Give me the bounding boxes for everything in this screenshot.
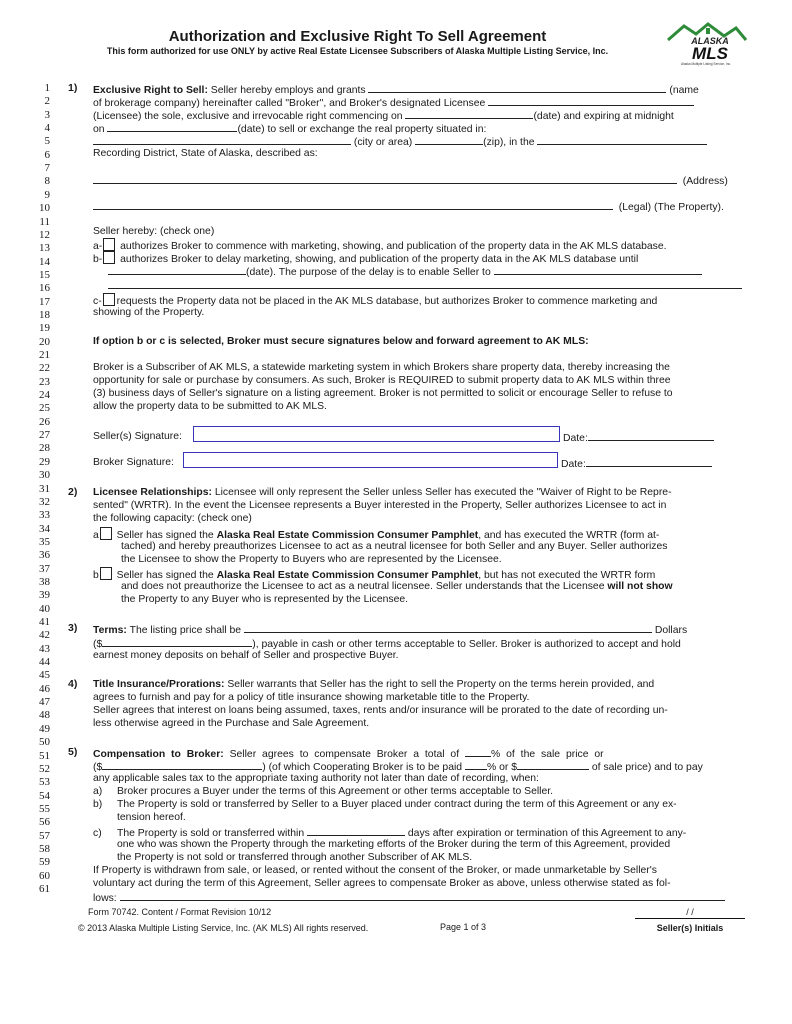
- line-number: 51: [39, 749, 50, 762]
- s5-l50-text: Seller agrees to compensate Broker a total of: [229, 749, 460, 760]
- line-number: 58: [39, 842, 50, 855]
- line-number: 46: [39, 682, 50, 695]
- listing-price-amount-field[interactable]: [102, 636, 252, 647]
- zip-field[interactable]: [415, 134, 483, 145]
- line-number: 37: [39, 562, 50, 575]
- s5-line-60: voluntary act during the term of this Agreement, Seller agrees to compensate Broker as above, unless otherwise stated as fol-: [93, 878, 671, 889]
- line-number: 3: [44, 108, 50, 121]
- s3-line-43: earnest money deposits on behalf of Seller and prospective Buyer.: [93, 650, 399, 661]
- broker-date-field[interactable]: [586, 456, 712, 467]
- line-number: 38: [39, 575, 50, 588]
- s4-line-48: less otherwise agreed in the Purchase and Sale Agreement.: [93, 718, 370, 729]
- line-number: 60: [39, 869, 50, 882]
- s5-a-text: Broker procures a Buyer under the terms of this Agreement or other terms acceptable to Seller.: [117, 786, 554, 797]
- s4-line-45: [93, 678, 654, 691]
- recording-district-field[interactable]: [537, 134, 707, 145]
- section-1-number: 1): [68, 82, 78, 94]
- page-number: Page 1 of 3: [440, 922, 487, 932]
- s1-l3-end: (date) and expiring at midnight: [533, 111, 674, 122]
- line-number: 53: [39, 776, 50, 789]
- line-number: 55: [39, 802, 50, 815]
- s1-line-8: [93, 173, 728, 188]
- s5-item-a: [93, 785, 553, 798]
- option-a-label: a-: [93, 241, 103, 252]
- ak-mls-logo: [662, 22, 748, 66]
- line-number: 49: [39, 722, 50, 735]
- s1-l4-text: on: [93, 124, 105, 135]
- line-number: 8: [44, 175, 50, 188]
- line-number: 32: [39, 495, 50, 508]
- address-field[interactable]: [93, 173, 677, 184]
- seller-signature-field[interactable]: [193, 426, 560, 442]
- s5-line-61: [93, 890, 725, 905]
- s1-line-6: Recording District, State of Alaska, described as:: [93, 148, 318, 159]
- s2-option-b-label: b: [93, 570, 99, 581]
- line-number: 16: [39, 282, 50, 295]
- line-number: 59: [39, 856, 50, 869]
- s1-l5-city: (city or area): [353, 137, 413, 148]
- option-b-label: b-: [93, 254, 103, 265]
- s5-a-label: a): [93, 786, 103, 797]
- s4-l45-text: Seller warrants that Seller has the right to sell the Property on the terms herein provided, and: [227, 679, 655, 690]
- broker-date-row: [561, 456, 712, 471]
- option-a-text: authorizes Broker to commence with marketing, showing, and publication of the property data in the AK MLS database.: [120, 241, 667, 252]
- s1-para-line-25: allow the property data to be submitted to AK MLS.: [93, 401, 327, 412]
- s5-b-text: The Property is sold or transferred by Seller to a Buyer placed under contract during the term of this Agreement or any ex-: [117, 799, 677, 810]
- line-number: 12: [39, 228, 50, 241]
- s5-line-55: tension hereof.: [117, 812, 186, 823]
- coop-amount-field[interactable]: [517, 759, 589, 770]
- s5-line-57: one who was shown the Property through the marketing efforts of the Broker during the term of this Agreement, provided: [117, 839, 671, 850]
- brokerage-name-field[interactable]: [368, 82, 666, 93]
- s5-heading: Compensation to Broker:: [93, 749, 224, 760]
- line-number: 47: [39, 696, 50, 709]
- s1-l1-text: Seller hereby employs and grants: [210, 85, 366, 96]
- s2-b-text-2: , but has not executed the WRTR form: [478, 570, 656, 581]
- otherwise-stated-field[interactable]: [120, 890, 725, 901]
- logo-tagline: Alaska Multiple Listing Service, Inc.: [681, 62, 731, 66]
- s5-l50-end: % of the sale price or: [491, 749, 604, 760]
- form-revision: Form 70742. Content / Format Revision 10/12: [88, 907, 272, 917]
- s2-will-not-show: will not show: [607, 581, 673, 592]
- line-number: 30: [39, 469, 50, 482]
- s3-l42-text: ), payable in cash or other terms acceptable to Seller. Broker is authorized to accept and hold: [252, 639, 681, 650]
- s2-line-36: the Licensee to show the Property to Buyers who are represented by the Licensee.: [121, 554, 502, 565]
- broker-date-label: Date:: [561, 459, 586, 470]
- line-number: 1: [44, 82, 50, 94]
- line-number: 56: [39, 816, 50, 829]
- line-number: 61: [39, 883, 50, 895]
- s1-para-line-24: (3) business days of Seller's signature on a listing agreement. Broker is not permitted to solicit or encourage Seller to refuse to: [93, 388, 673, 399]
- broker-signature-label: Broker Signature:: [93, 457, 174, 468]
- line-number: 5: [44, 135, 50, 148]
- seller-signature-label: Seller(s) Signature:: [93, 431, 182, 442]
- line-number: 52: [39, 762, 50, 775]
- line-number: 42: [39, 629, 50, 642]
- line-number: 45: [39, 669, 50, 682]
- s2-a-text-2: , and has executed the WRTR (form at-: [478, 530, 660, 541]
- line-number: 29: [39, 455, 50, 468]
- s3-l42-start: ($: [93, 639, 103, 650]
- line-number: 41: [39, 616, 50, 628]
- line-number: 28: [39, 442, 50, 455]
- line-number: 6: [44, 148, 50, 161]
- seller-initials-label: Seller(s) Initials: [656, 923, 724, 933]
- option-b-line-3: [108, 278, 742, 293]
- s1-l2-text: of brokerage company) hereinafter called "Broker", and Broker's designated Licensee: [93, 98, 486, 109]
- s5-l51-or: % or $: [486, 762, 518, 773]
- s3-heading: Terms:: [93, 625, 127, 636]
- s4-line-47: Seller agrees that interest on loans being assumed, taxes, rents and/or insurance will be prorated to the date of recording un-: [93, 705, 668, 716]
- s1-line-10: [93, 199, 724, 214]
- s1-l3-text: (Licensee) the sole, exclusive and irrevocable right commencing on: [93, 111, 403, 122]
- section-3-number: 3): [68, 622, 78, 634]
- commission-amount-field[interactable]: [102, 759, 262, 770]
- s2-option-a-label: a: [93, 530, 99, 541]
- legal-label: (Legal) (The Property).: [618, 202, 724, 213]
- commencing-date-field[interactable]: [405, 108, 533, 119]
- listing-price-words-field[interactable]: [244, 622, 652, 633]
- line-number: 17: [39, 295, 50, 308]
- line-number: 2: [44, 95, 50, 108]
- line-number: 22: [39, 362, 50, 375]
- s4-heading: Title Insurance/Prorations:: [93, 679, 225, 690]
- s1-line-12: Seller hereby: (check one): [93, 226, 215, 237]
- s5-l51-start: ($: [93, 762, 103, 773]
- s5-line-58: the Property is not sold or transferred through another Subscriber of AK MLS.: [117, 852, 473, 863]
- city-area-field[interactable]: [93, 134, 351, 145]
- s2-b-pamphlet: Alaska Real Estate Commission Consumer Pamphlet: [216, 570, 479, 581]
- s1-para-line-22: Broker is a Subscriber of AK MLS, a statewide marketing system in which Brokers share property data, thereby increasing the: [93, 362, 670, 373]
- section-4-number: 4): [68, 678, 78, 690]
- s5-line-59: If Property is withdrawn from sale, or leased, or rented without the consent of the Broker, or made unmarketable by Seller's: [93, 865, 657, 876]
- line-number: 44: [39, 656, 50, 669]
- s2-b-text-1: Seller has signed the: [116, 570, 214, 581]
- s2-a-pamphlet: Alaska Real Estate Commission Consumer Pamphlet: [216, 530, 479, 541]
- line-number: 36: [39, 549, 50, 562]
- s5-c-label: c): [93, 828, 102, 839]
- s2-line-32: sented" (WRTR). In the event the Licensee represents a Buyer interested in the Property, Seller authorizes Licensee to act in: [93, 500, 667, 511]
- s5-line-52: any applicable sales tax to the appropriate taxing authority not later than date of recording, when:: [93, 773, 539, 784]
- licensee-name-field[interactable]: [488, 95, 694, 106]
- days-after-field[interactable]: [307, 825, 405, 836]
- option-c-line-2: showing of the Property.: [93, 307, 205, 318]
- option-b-text: authorizes Broker to delay marketing, showing, and publication of the property data in the AK MLS database until: [120, 254, 639, 265]
- seller-initials-field[interactable]: / /: [635, 907, 745, 919]
- line-number: 40: [39, 602, 50, 615]
- s3-l41-text: The listing price shall be: [129, 625, 242, 636]
- line-number: 43: [39, 642, 50, 655]
- coop-percent-field[interactable]: [465, 759, 487, 770]
- option-c-checkbox[interactable]: [103, 293, 115, 306]
- expiring-date-field[interactable]: [107, 121, 237, 132]
- line-number: 33: [39, 509, 50, 522]
- s2-line-31: [93, 486, 672, 499]
- option-b-l2-text: (date). The purpose of the delay is to enable Seller to: [246, 267, 491, 278]
- line-number: 7: [44, 162, 50, 175]
- line-number: 20: [39, 335, 50, 348]
- s3-l41-end: Dollars: [654, 625, 688, 636]
- s2-l31-text: Licensee will only represent the Seller unless Seller has executed the "Waiver of Right to be Repre-: [214, 487, 672, 498]
- section-5-number: 5): [68, 746, 78, 758]
- line-number: 23: [39, 375, 50, 388]
- s1-l4-end: (date) to sell or exchange the real property situated in:: [237, 124, 487, 135]
- line-number: 57: [39, 829, 50, 842]
- line-number: 19: [39, 322, 50, 335]
- line-number: 11: [39, 215, 50, 228]
- s1-l5-zip: (zip), in the: [483, 137, 535, 148]
- s2-heading: Licensee Relationships:: [93, 487, 212, 498]
- s2-line-33: the following capacity: (check one): [93, 513, 252, 524]
- line-number: 26: [39, 415, 50, 428]
- line-number: 14: [39, 255, 50, 268]
- line-number: 35: [39, 535, 50, 548]
- line-number: 4: [44, 122, 50, 135]
- line-number: 13: [39, 242, 50, 255]
- option-c-label: c-: [93, 296, 102, 307]
- line-number: 54: [39, 789, 50, 802]
- s5-c-end: days after expiration or termination of this Agreement to any-: [407, 828, 687, 839]
- s4-line-46: agrees to furnish and pay for a policy of title insurance showing marketable title to the Property.: [93, 692, 530, 703]
- option-b-line-2: [108, 264, 702, 279]
- line-number: 27: [39, 429, 50, 442]
- line-number: 39: [39, 589, 50, 602]
- delay-date-field[interactable]: [108, 264, 246, 275]
- s5-item-b: [93, 798, 677, 811]
- s3-line-41: [93, 622, 687, 637]
- line-number: 34: [39, 522, 50, 535]
- line-number: 9: [44, 188, 50, 201]
- section-2-number: 2): [68, 486, 78, 498]
- s5-c-text: The Property is sold or transferred within: [117, 828, 305, 839]
- line-number: 15: [39, 268, 50, 281]
- option-bc-note: If option b or c is selected, Broker must secure signatures below and forward agreement to AK MLS:: [93, 336, 589, 347]
- address-label: (Address): [682, 176, 728, 187]
- s2-line-35: tached) and hereby preauthorizes Licensee to act as a neutral licensee for both Seller and any Buyer. Seller authorizes: [121, 541, 668, 552]
- s1-heading: Exclusive Right to Sell:: [93, 85, 208, 96]
- s5-b-label: b): [93, 799, 103, 810]
- line-number: 31: [39, 482, 50, 495]
- line-number: 25: [39, 402, 50, 415]
- s1-l1-end: (name: [669, 85, 699, 96]
- s2-a-text-1: Seller has signed the: [116, 530, 214, 541]
- s2-line-39: the Property to any Buyer who is represented by the Licensee.: [121, 594, 409, 605]
- s2-option-a-checkbox[interactable]: [100, 527, 112, 540]
- option-a-checkbox[interactable]: [103, 238, 115, 251]
- option-b-checkbox[interactable]: [103, 251, 115, 264]
- logo-text-top: ALASKA: [691, 36, 729, 46]
- delay-purpose-field-2[interactable]: [108, 278, 742, 289]
- delay-purpose-field[interactable]: [494, 264, 702, 275]
- line-number: 24: [39, 389, 50, 402]
- house-roof-icon: [662, 22, 748, 66]
- legal-description-field[interactable]: [93, 199, 613, 210]
- seller-date-row: [563, 430, 714, 445]
- s5-l61-text: lows:: [93, 893, 117, 904]
- commission-percent-field[interactable]: [465, 746, 491, 757]
- seller-date-field[interactable]: [588, 430, 714, 441]
- s5-l51-end: of sale price) and to pay: [591, 762, 703, 773]
- s1-para-line-23: opportunity for sale or purchase by consumers. As such, Broker is REQUIRED to submit property data to AK MLS within three: [93, 375, 671, 386]
- line-number: 21: [39, 349, 50, 361]
- line-number: 10: [39, 202, 50, 215]
- s5-l51-text: ) (of which Cooperating Broker is to be paid: [262, 762, 463, 773]
- logo-text-mls: MLS: [692, 44, 728, 63]
- document-title: Authorization and Exclusive Right To Sell Agreement: [168, 28, 547, 45]
- s2-option-b-checkbox[interactable]: [100, 567, 112, 580]
- line-number: 18: [39, 308, 50, 321]
- s2-line-38: [121, 580, 673, 593]
- option-c-text: requests the Property data not be placed in the AK MLS database, but authorizes Broker to commence marketing and: [116, 296, 658, 307]
- line-number: 48: [39, 709, 50, 722]
- line-number: 50: [39, 736, 50, 749]
- broker-signature-field[interactable]: [183, 452, 558, 468]
- document-subtitle: This form authorized for use ONLY by active Real Estate Licensee Subscribers of Alaska Multiple Listing Service, Inc.: [106, 46, 609, 56]
- seller-date-label: Date:: [563, 433, 588, 444]
- s2-l38-text: and does not preauthorize the Licensee to act as a neutral licensee. Seller understands that the Licensee: [121, 581, 605, 592]
- copyright: © 2013 Alaska Multiple Listing Service, Inc. (AK MLS) All rights reserved.: [78, 923, 369, 933]
